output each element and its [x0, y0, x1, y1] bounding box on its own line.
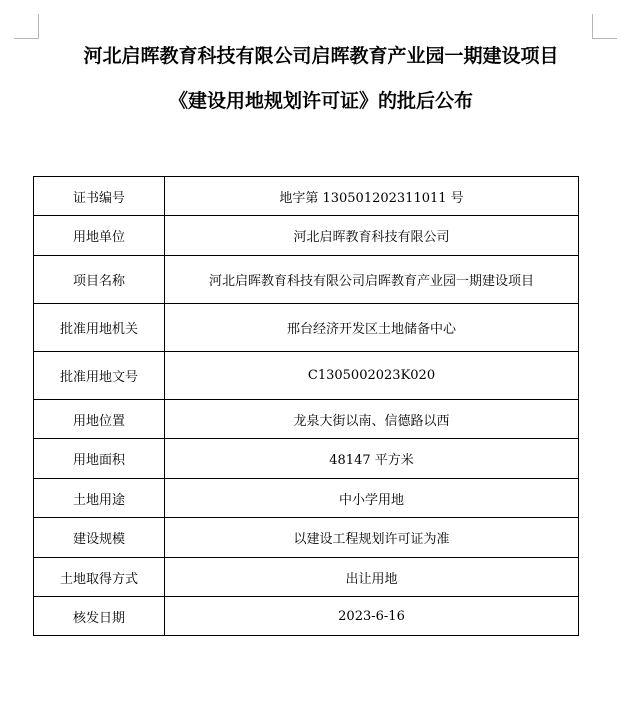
row-label: 批准用地文号 [34, 352, 165, 400]
row-value: 河北启晖教育科技有限公司启晖教育产业园一期建设项目 [165, 256, 579, 304]
row-value: 以建设工程规划许可证为准 [165, 518, 579, 558]
row-label: 证书编号 [34, 177, 165, 216]
row-label: 用地单位 [34, 216, 165, 256]
crop-mark-top-left [14, 14, 39, 39]
crop-mark-top-right [592, 14, 617, 39]
row-value: 48147 平方米 [165, 439, 579, 479]
row-label: 项目名称 [34, 256, 165, 304]
table-row-approval-document-number [34, 352, 579, 400]
table-row-land-use [34, 479, 579, 518]
row-value: 中小学用地 [165, 479, 579, 518]
row-value: 2023-6-16 [165, 597, 579, 636]
table-row-project-name [34, 256, 579, 304]
table-row-land-acquisition-method [34, 558, 579, 597]
row-label: 建设规模 [34, 518, 165, 558]
row-label: 土地取得方式 [34, 558, 165, 597]
table-row-construction-scale [34, 518, 579, 558]
document-title-line-1: 河北启晖教育科技有限公司启晖教育产业园一期建设项目 [83, 45, 559, 67]
table-row-land-user [34, 216, 579, 256]
document-title-line-2: 《建设用地规划许可证》的批后公布 [168, 90, 473, 112]
table-row-certificate-number [34, 177, 579, 216]
permit-info-table [33, 176, 579, 636]
row-value: 邢台经济开发区土地储备中心 [165, 304, 579, 352]
table-row-land-location [34, 400, 579, 439]
table-row-issue-date [34, 597, 579, 636]
row-value: 出让用地 [165, 558, 579, 597]
table-row-approving-authority [34, 304, 579, 352]
row-label: 批准用地机关 [34, 304, 165, 352]
row-value: 龙泉大街以南、信德路以西 [165, 400, 579, 439]
row-label: 核发日期 [34, 597, 165, 636]
row-label: 土地用途 [34, 479, 165, 518]
table-row-land-area [34, 439, 579, 479]
row-value: 地字第 130501202311011 号 [165, 177, 579, 216]
row-label: 用地面积 [34, 439, 165, 479]
row-value: 河北启晖教育科技有限公司 [165, 216, 579, 256]
row-label: 用地位置 [34, 400, 165, 439]
row-value: C1305002023K020 [165, 352, 579, 400]
